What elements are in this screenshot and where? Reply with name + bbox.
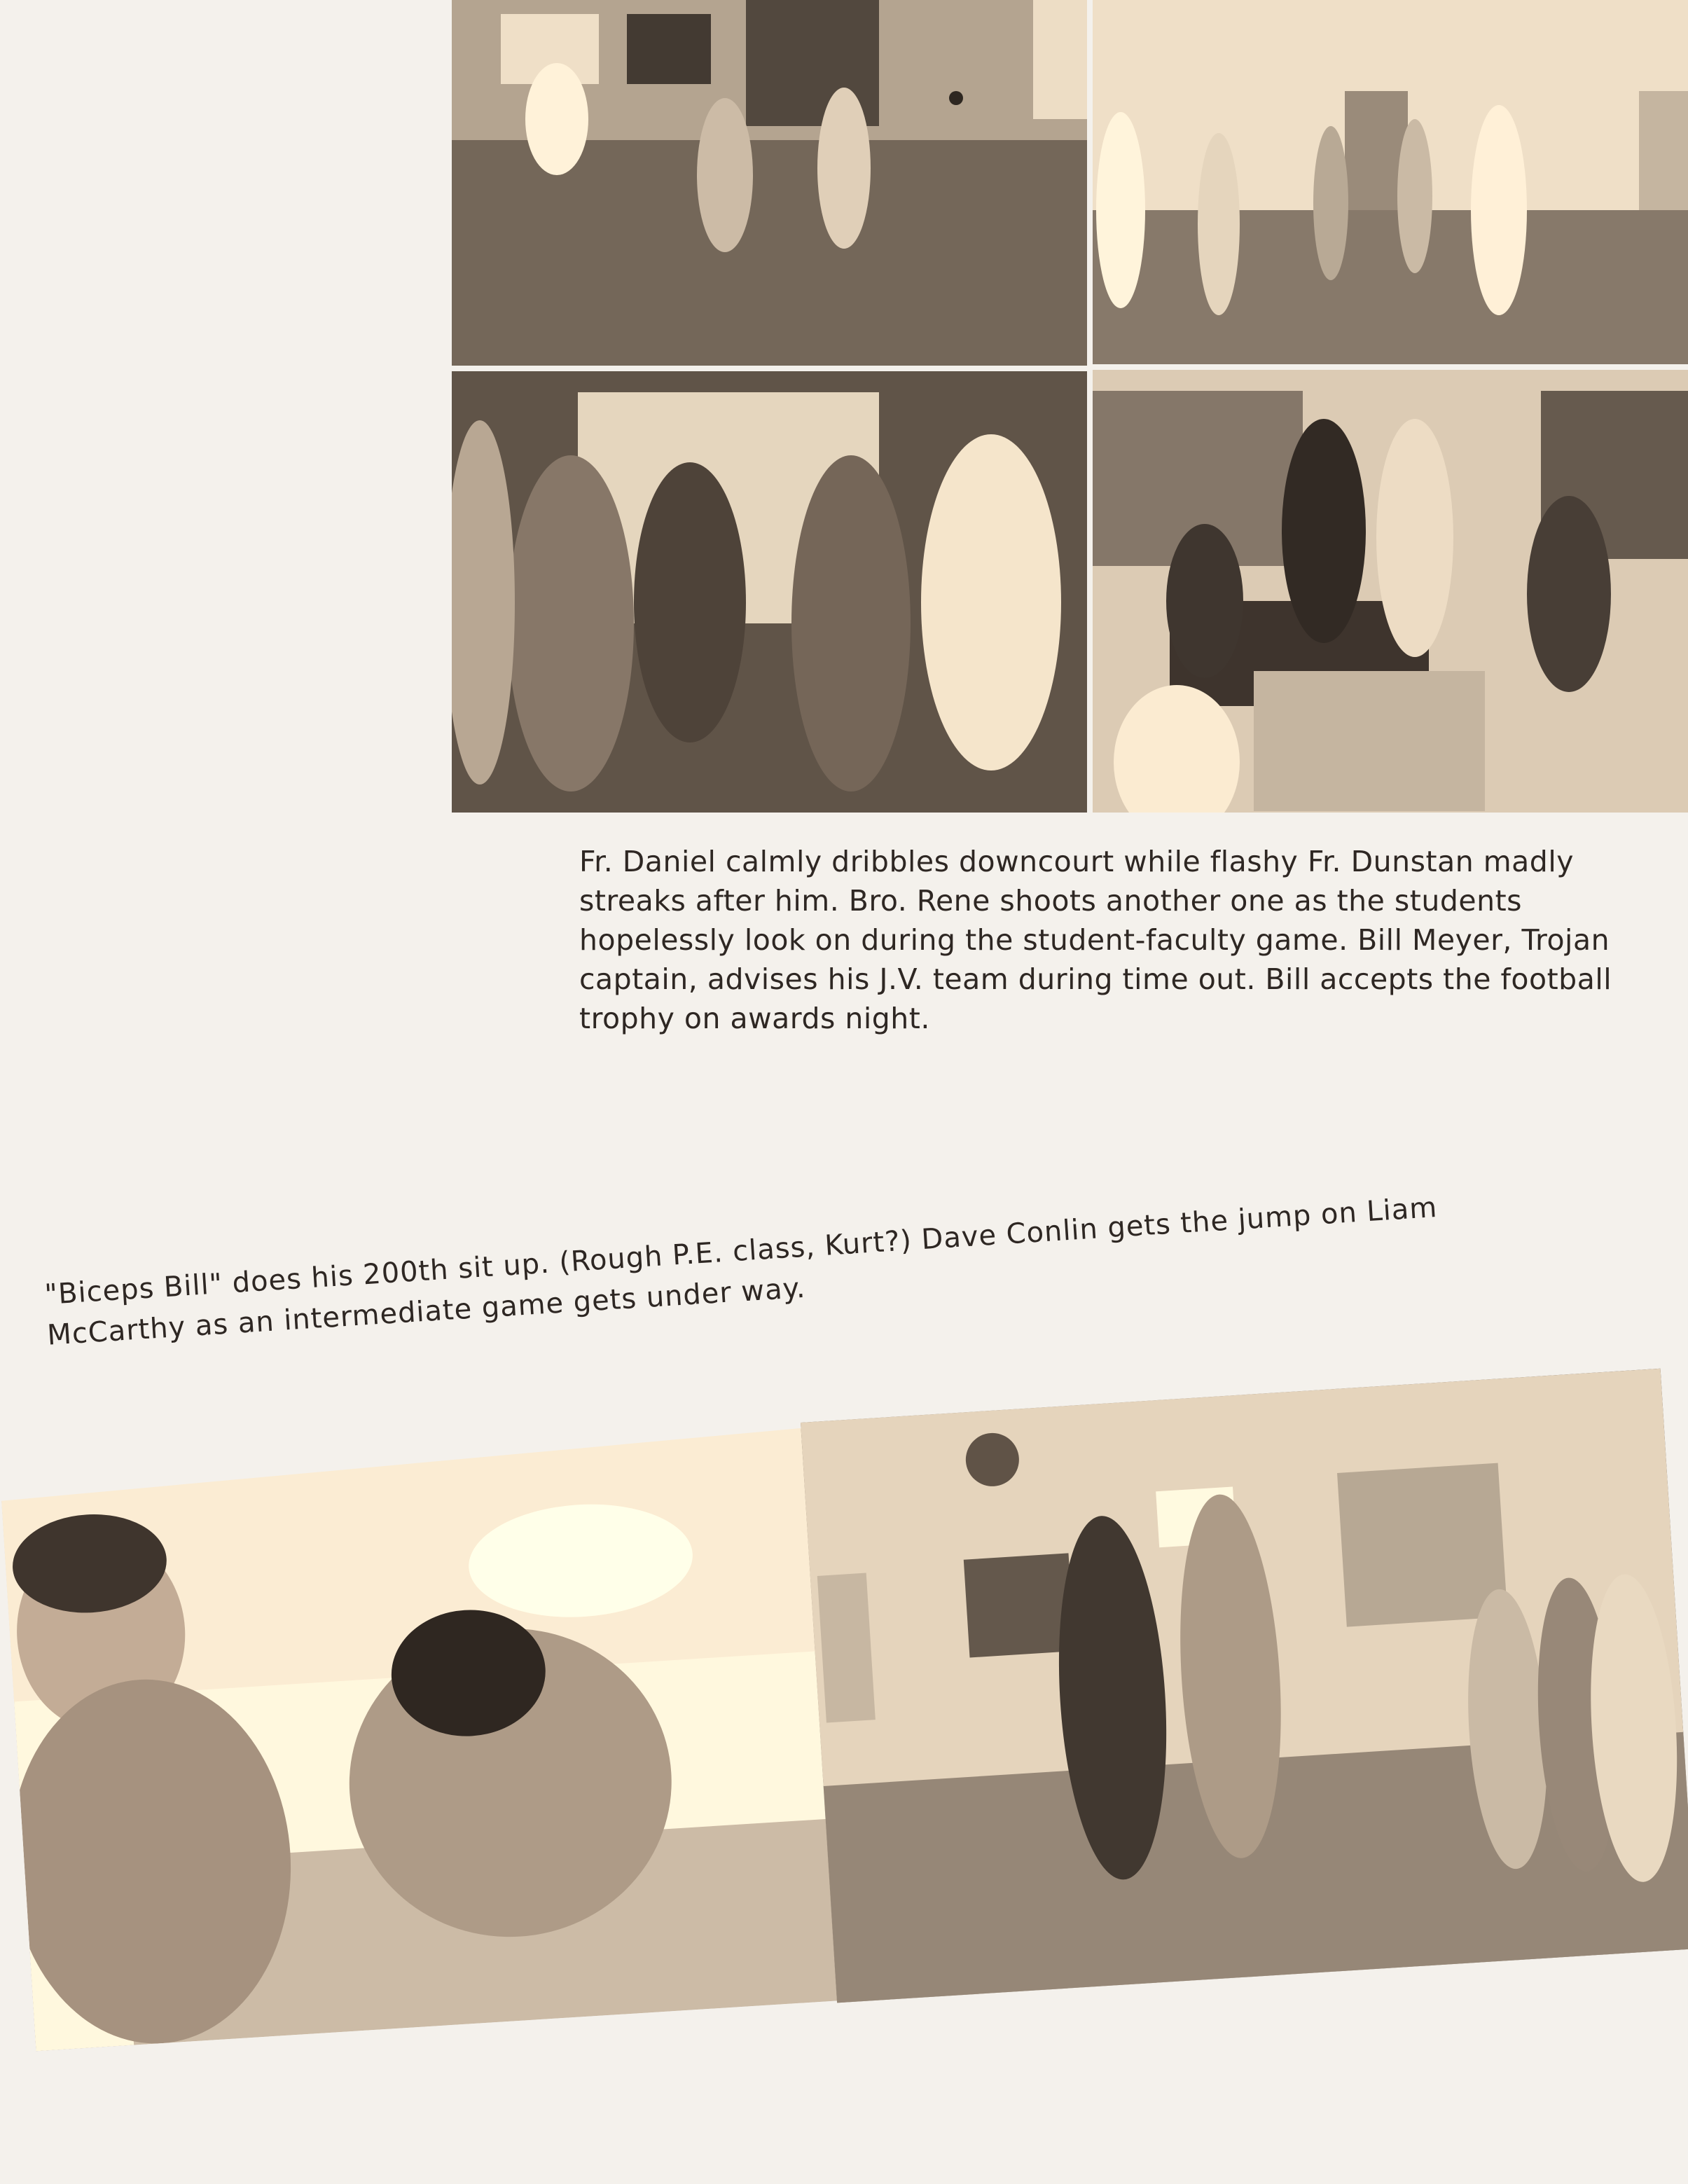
photo-rene-shoots [1093, 0, 1688, 364]
photo-jv-timeout [452, 371, 1087, 813]
photo-intermediate-jump-ball [801, 1369, 1688, 2003]
caption-basketball-and-awards: Fr. Daniel calmly dribbles downcourt while flashy Fr. Dunstan madly streaks after him. Bro. Rene shoots another one as the students hopelessly look on during the student-faculty game. Bill Meyer, Trojan captain, advises his J.V. team during time out. Bill accepts the football trophy on awards night. [579, 845, 1612, 1035]
photo-faculty-dribble [452, 0, 1087, 366]
photo-biceps-bill-situp [0, 1426, 857, 2051]
caption-situp-and-jump: "Biceps Bill" does his 200th sit up. (Rough P.E. class, Kurt?) Dave Conlin gets the jump on Liam McCarthy as an intermediate game gets under way. [43, 1191, 1439, 1352]
photo-awards-night [1093, 370, 1688, 813]
